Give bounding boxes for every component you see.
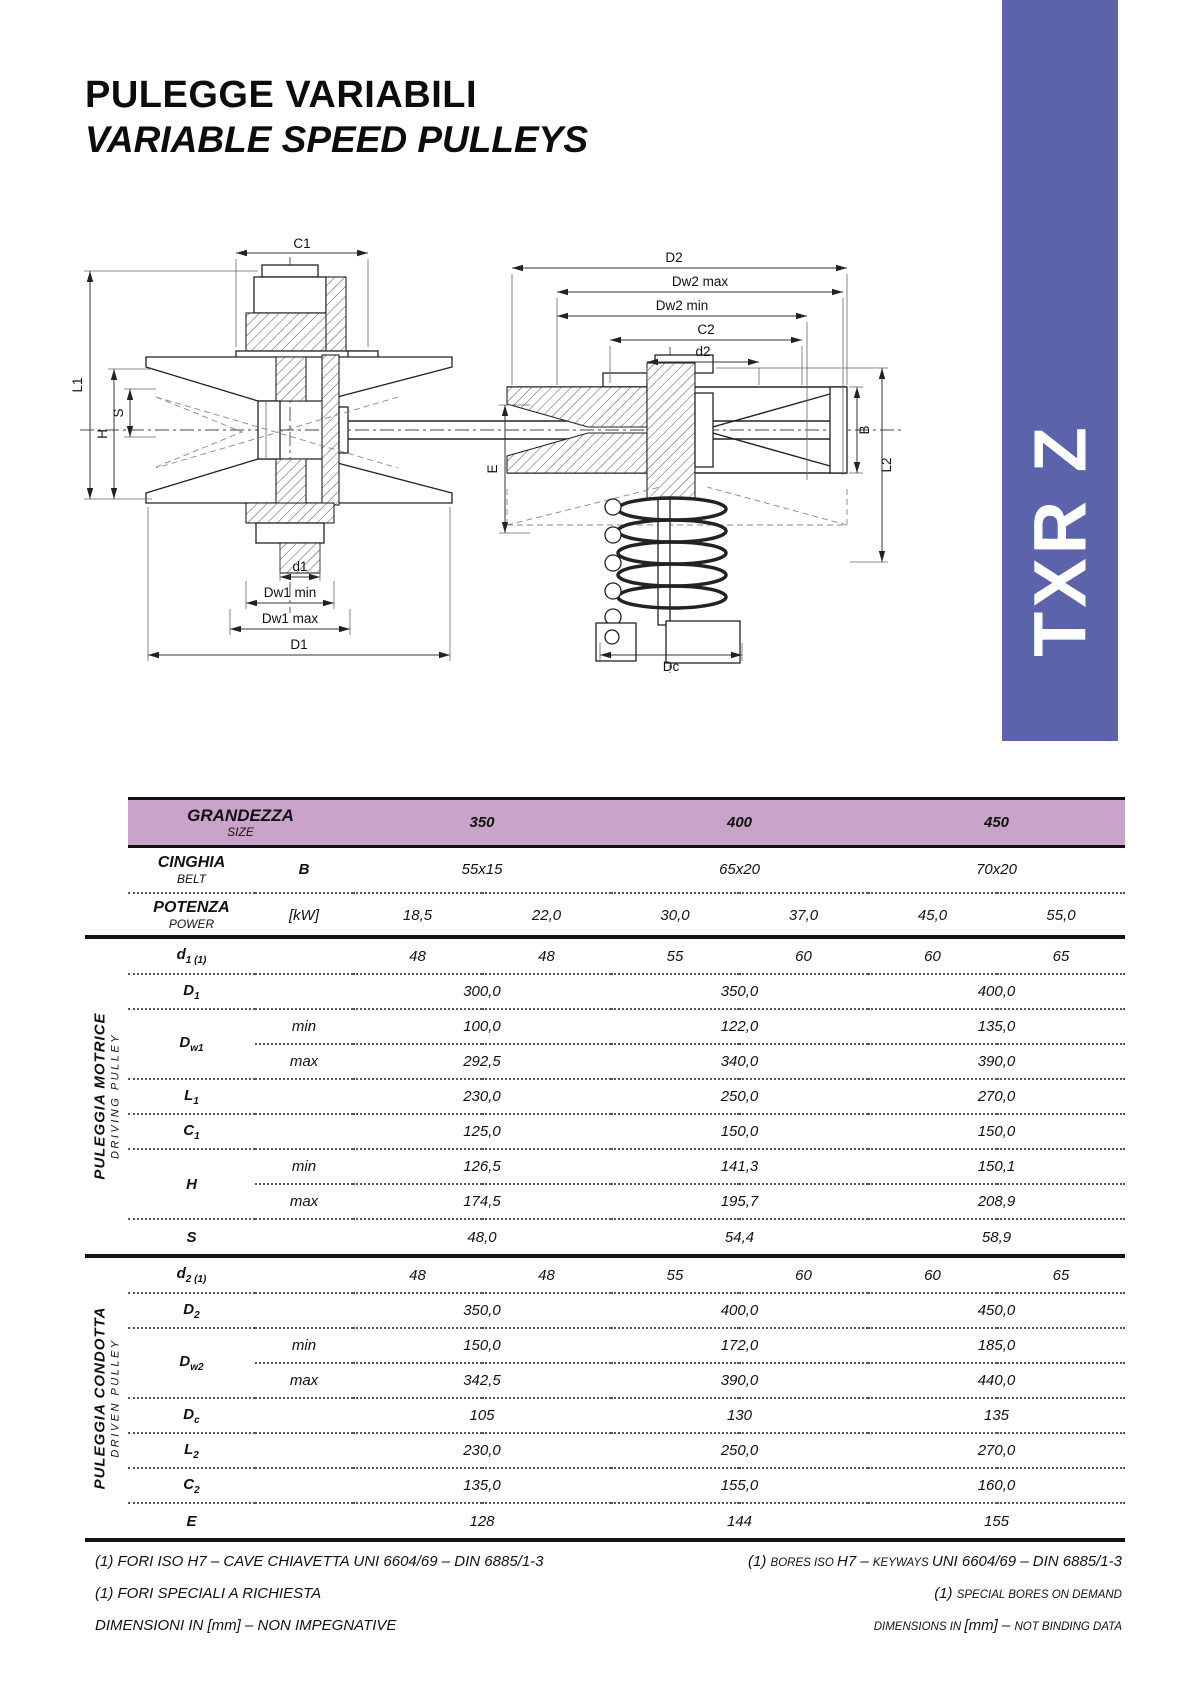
spec-value: 135 <box>868 1398 1125 1433</box>
puleggia-condotta-label: PULEGGIA CONDOTTA <box>91 1306 109 1490</box>
spec-value: 48,0 <box>467 1228 497 1246</box>
spec-value: 250,0 <box>611 1079 868 1114</box>
dim-label-c2: C2 <box>697 322 715 337</box>
driven-pulley-label: DRIVEN PULLEY <box>109 1338 122 1458</box>
dim-label-dc: Dc <box>662 659 680 674</box>
driving-pulley-table <box>128 939 1125 1254</box>
power-value: 55,0 <box>1046 906 1076 924</box>
row-label: H <box>128 1149 255 1219</box>
row-label: $d_{2 (1)}$ <box>128 1258 255 1293</box>
dim-label-dw2-max: Dw2 max <box>671 274 729 289</box>
spec-value: 125,0 <box>353 1114 611 1149</box>
size-label: SIZE <box>227 825 254 839</box>
spec-value: 130 <box>611 1398 868 1433</box>
empty-cell <box>255 939 353 974</box>
dim-label-d1-diameter: D1 <box>290 637 308 652</box>
empty-cell <box>255 1114 353 1149</box>
belt-value: 70x20 <box>868 847 1125 893</box>
spec-table-header-block <box>128 797 1125 937</box>
driving-pulley-label: DRIVING PULLEY <box>109 1032 122 1160</box>
spec-value: 440,0 <box>868 1363 1125 1398</box>
table-bottom-divider <box>85 1538 1125 1542</box>
spec-value: 230,0 <box>353 1079 611 1114</box>
table-row <box>128 1044 1125 1079</box>
spec-value: 141,3 <box>611 1149 868 1184</box>
spec-value: 65 <box>997 939 1125 974</box>
spec-value: 48 <box>353 1258 482 1293</box>
spec-value: 122,0 <box>611 1009 868 1044</box>
row-label: $C_1$ <box>128 1114 255 1149</box>
power-value: 30,0 <box>660 906 690 924</box>
table-row <box>128 1219 1125 1254</box>
spec-value: 135,0 <box>353 1468 611 1503</box>
spec-table-header <box>128 797 1125 937</box>
spec-value: 185,0 <box>868 1328 1125 1363</box>
row-label: $D_2$ <box>128 1293 255 1328</box>
power-label: POWER <box>168 917 215 931</box>
spec-value: 144 <box>726 1512 753 1530</box>
spec-value: 155 <box>983 1512 1010 1530</box>
power-value: 45,0 <box>917 906 948 924</box>
footnote-segment: SPECIAL BORES ON DEMAND <box>956 1589 1122 1601</box>
power-row <box>128 893 1125 937</box>
spec-value: 48 <box>482 939 611 974</box>
empty-cell <box>255 1219 353 1254</box>
empty-cell <box>255 1258 353 1293</box>
spec-value: 300,0 <box>353 974 611 1009</box>
belt-value: 65x20 <box>611 847 868 893</box>
dim-label-c1: C1 <box>293 236 311 251</box>
footnote-english <box>934 1585 1122 1602</box>
table-row <box>128 1468 1125 1503</box>
spec-value: 135,0 <box>868 1009 1125 1044</box>
empty-cell <box>255 1079 353 1114</box>
empty-cell <box>255 1503 353 1538</box>
belt-row-label <box>128 847 255 893</box>
driven-pulley-side-label <box>92 1307 123 1490</box>
driving-pulley-section <box>146 265 452 573</box>
minmax-tag: min <box>255 1328 353 1363</box>
table-row <box>128 1398 1125 1433</box>
empty-cell <box>255 1468 353 1503</box>
spec-value: 350,0 <box>353 1293 611 1328</box>
spec-value: 270,0 <box>868 1433 1125 1468</box>
row-label: E <box>186 1512 197 1530</box>
minmax-tag: min <box>255 1009 353 1044</box>
series-label: TXR Z <box>1018 423 1102 657</box>
page-title-italian: PULEGGE VARIABILI <box>85 74 478 116</box>
minmax-tag: max <box>255 1044 353 1079</box>
driving-pulley-table-block <box>128 939 1125 1254</box>
table-row <box>128 1363 1125 1398</box>
driven-pulley-section <box>507 355 847 663</box>
row-label: $d_{1 (1)}$ <box>128 939 255 974</box>
empty-cell <box>255 1293 353 1328</box>
spec-value: 65 <box>997 1258 1125 1293</box>
table-row <box>128 1293 1125 1328</box>
table-row <box>128 1258 1125 1293</box>
spec-value: 60 <box>868 939 997 974</box>
spec-value: 250,0 <box>611 1433 868 1468</box>
dim-label-d1-bore: d1 <box>292 559 308 574</box>
potenza-label: POTENZA <box>153 899 230 916</box>
spring-coil <box>605 498 726 625</box>
spec-value: 450,0 <box>868 1293 1125 1328</box>
spec-value: 48 <box>482 1258 611 1293</box>
spec-value: 48 <box>353 939 482 974</box>
spec-value: 150,1 <box>868 1149 1125 1184</box>
dim-label-d2-bore: d2 <box>695 344 711 359</box>
minmax-tag: min <box>255 1149 353 1184</box>
page-title-english: VARIABLE SPEED PULLEYS <box>85 119 589 160</box>
power-row-label <box>128 893 255 937</box>
spec-value: 60 <box>739 939 868 974</box>
belt-label: BELT <box>176 871 207 886</box>
table-row <box>128 1503 1125 1538</box>
dim-label-s: S <box>111 408 126 418</box>
belt-value: 55x15 <box>353 847 611 893</box>
dim-label-b: B <box>857 425 872 435</box>
spec-value: 340,0 <box>611 1044 868 1079</box>
table-row <box>128 1184 1125 1219</box>
spec-value: 172,0 <box>611 1328 868 1363</box>
spec-value: 60 <box>739 1258 868 1293</box>
table-row <box>128 974 1125 1009</box>
footnote-segment: H7 – <box>837 1553 873 1570</box>
spec-value: 390,0 <box>611 1363 868 1398</box>
row-label: $C_2$ <box>128 1468 255 1503</box>
empty-cell <box>255 974 353 1009</box>
size-value: 350 <box>353 799 611 847</box>
power-value: 37,0 <box>788 906 819 924</box>
row-label: $D_{w1}$ <box>128 1009 255 1079</box>
dim-label-dw1-max: Dw1 max <box>261 611 319 626</box>
dim-label-e: E <box>485 464 500 474</box>
cinghia-label: CINGHIA <box>157 853 226 871</box>
table-row <box>128 1433 1125 1468</box>
puleggia-motrice-label: PULEGGIA MOTRICE <box>91 1012 109 1180</box>
spec-value: 105 <box>353 1398 611 1433</box>
empty-cell <box>255 1398 353 1433</box>
footnote-segment: BORES ISO <box>770 1557 837 1569</box>
row-label: S <box>186 1228 197 1246</box>
row-label: $L_1$ <box>128 1079 255 1114</box>
driven-pulley-table <box>128 1258 1125 1538</box>
size-header-label <box>128 799 353 847</box>
spec-value: 150,0 <box>611 1114 868 1149</box>
footnote-italian: DIMENSIONI IN [mm] – NON IMPEGNATIVE <box>95 1617 397 1634</box>
belt-symbol: B <box>255 847 353 893</box>
spec-value: 400,0 <box>611 1293 868 1328</box>
size-header-row <box>128 799 1125 847</box>
table-row <box>128 1149 1125 1184</box>
spec-value: 160,0 <box>868 1468 1125 1503</box>
spec-value: 55 <box>611 939 739 974</box>
footnote-segment: [mm] – <box>964 1617 1015 1634</box>
footnote-segment: UNI 6604/69 – DIN 6885/1-3 <box>931 1553 1122 1570</box>
power-value: 22,0 <box>531 906 562 924</box>
footnote-italian: (1) FORI ISO H7 – CAVE CHIAVETTA UNI 6604/69 – DIN 6885/1-3 <box>95 1553 544 1570</box>
spec-value: 292,5 <box>353 1044 611 1079</box>
table-row <box>128 1009 1125 1044</box>
power-unit: [kW] <box>289 906 319 924</box>
dim-label-h: H <box>95 429 110 439</box>
grandezza-label: GRANDEZZA <box>187 806 294 825</box>
dim-label-l2: L2 <box>879 457 894 473</box>
series-banner <box>1002 0 1118 741</box>
spec-value: 128 <box>469 1512 495 1530</box>
belt-row <box>128 847 1125 893</box>
dim-label-dw2-min: Dw2 min <box>655 298 709 313</box>
spec-value: 155,0 <box>611 1468 868 1503</box>
table-row <box>128 939 1125 974</box>
spec-value: 350,0 <box>611 974 868 1009</box>
table-row <box>128 1079 1125 1114</box>
driving-pulley-side-label <box>92 1012 123 1179</box>
spec-value: 150,0 <box>353 1328 611 1363</box>
empty-cell <box>255 1433 353 1468</box>
dim-label-l1: L1 <box>70 377 85 393</box>
spec-value: 150,0 <box>868 1114 1125 1149</box>
size-value: 400 <box>611 799 868 847</box>
dim-label-d2-diameter: D2 <box>665 250 683 265</box>
spec-value: 230,0 <box>353 1433 611 1468</box>
table-row <box>128 1114 1125 1149</box>
size-value: 450 <box>868 799 1125 847</box>
minmax-tag: max <box>255 1184 353 1219</box>
spec-value: 342,5 <box>353 1363 611 1398</box>
spec-value: 195,7 <box>611 1184 868 1219</box>
spec-value: 270,0 <box>868 1079 1125 1114</box>
spec-value: 390,0 <box>868 1044 1125 1079</box>
footnote-segment: KEYWAYS <box>872 1557 932 1569</box>
spec-value: 55 <box>611 1258 739 1293</box>
footnote-italian: (1) FORI SPECIALI A RICHIESTA <box>95 1585 322 1602</box>
table-row <box>128 1328 1125 1363</box>
footnote-segment: (1) <box>934 1585 957 1602</box>
footnote-english <box>874 1617 1122 1634</box>
spec-value: 58,9 <box>981 1228 1012 1246</box>
row-label: $D_{w2}$ <box>128 1328 255 1398</box>
spec-value: 208,9 <box>868 1184 1125 1219</box>
power-value: 18,5 <box>402 906 433 924</box>
spec-value: 100,0 <box>353 1009 611 1044</box>
footnote-segment: DIMENSIONS IN <box>873 1621 965 1633</box>
row-label: $D_1$ <box>128 974 255 1009</box>
spec-value: 174,5 <box>353 1184 611 1219</box>
row-label: $D_c$ <box>128 1398 255 1433</box>
spec-value: 54,4 <box>724 1228 755 1246</box>
spec-value: 400,0 <box>868 974 1125 1009</box>
footnote-english <box>748 1553 1122 1570</box>
spec-value: 60 <box>868 1258 997 1293</box>
technical-drawing <box>60 235 920 675</box>
footnote-segment: NOT BINDING DATA <box>1014 1621 1122 1633</box>
footnote-segment: (1) <box>748 1553 771 1570</box>
driven-pulley-table-block <box>128 1258 1125 1538</box>
minmax-tag: max <box>255 1363 353 1398</box>
dim-label-dw1-min: Dw1 min <box>263 585 317 600</box>
row-label: $L_2$ <box>128 1433 255 1468</box>
spec-value: 126,5 <box>353 1149 611 1184</box>
